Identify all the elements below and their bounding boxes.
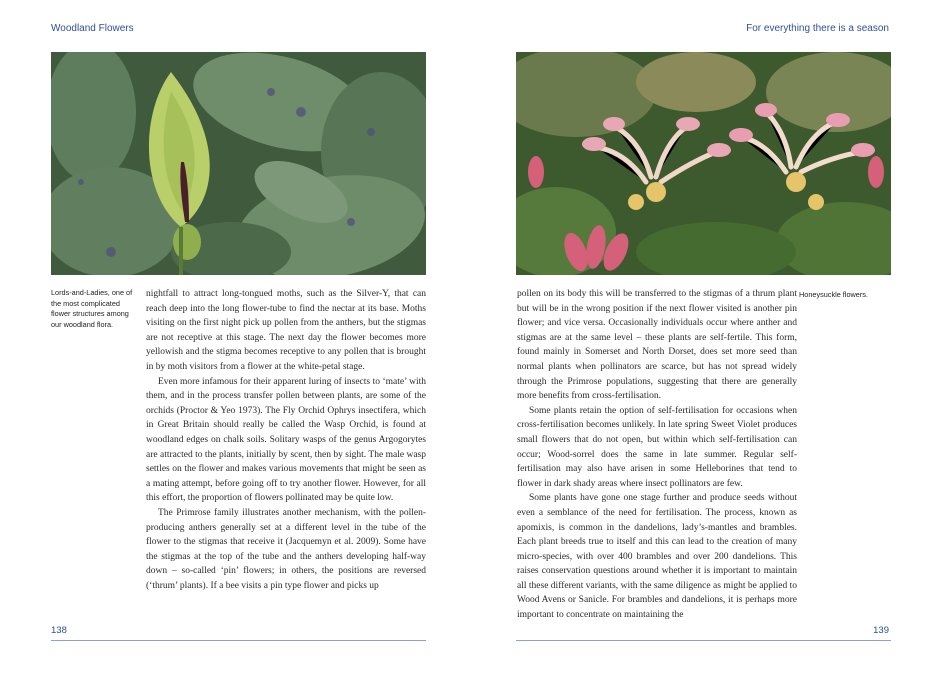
paragraph: nightfall to attract long-tongued moths, such as the Silver-Y, that can reach deep into the long flower-tube to find the nectar at its base. Moths visiting on the first night pick up pollen from the anthers, but the stigmas are not receptive at this stage. The next day the flower becomes more yellowish and the stigma becomes receptive to any pollen that is brought in by moth visitors from a flower at the white-petal stage. bbox=[146, 289, 426, 372]
honeysuckle-image bbox=[516, 52, 891, 275]
page-number: 139 bbox=[873, 625, 889, 636]
paragraph: The Primrose family illustrates another mechanism, with the pollen-producing anthers generally set at a different level in the tube of the flower to the stigmas that receive it (Jacquemyn et al. 2009). Some have the stigmas at the top of the tube and the anthers developing half-way down – so-called ‘pin’ flowers; in others, the positions are reversed (‘thrum’ plants). If a bee visits a pin type flower and picks up bbox=[146, 507, 426, 591]
footer-rule bbox=[516, 640, 891, 641]
page-number: 138 bbox=[51, 625, 67, 636]
paragraph: Even more infamous for their apparent luring of insects to ‘mate’ with them, and in the process transfer pollen between plants, are some of the orchids (Proctor & Yeo 1973). The Fly Orchid Ophrys insectifera, which in Great Britain should really be called the Wasp Orchid, is found at woodland edges on chalk soils. Solitary wasps of the genus Argogorytes are attracted to the plants, initially by scent, then by sight. The male wasp settles on the flower and makes various movements that might be seen as a mating attempt, before going off to try another flower. However, for all this effort, the proportion of flowers pollinated may be quite low. bbox=[146, 376, 426, 504]
running-head-left: Woodland Flowers bbox=[51, 23, 134, 34]
paragraph: Some plants retain the option of self-fertilisation for occasions when cross-fertilisation becomes unlikely. In late spring Sweet Violet produces small flowers that do not open, but within which self-fertilisation can occur; Wood-sorrel does the same in late summer. Regular self-fertilisation may also have arisen in some Helleborines that tend to flower in dark shady areas where insect pollinators are few. bbox=[517, 405, 797, 489]
right-page bbox=[470, 0, 940, 686]
body-text-right bbox=[517, 287, 797, 623]
body-text-left bbox=[146, 287, 426, 593]
left-page bbox=[0, 0, 470, 686]
lords-and-ladies-image bbox=[51, 52, 426, 275]
paragraph: pollen on its body this will be transferred to the stigmas of a thrum plant but will be in the wrong position if the next flower visited is another pin flower; and vice versa. Occasionally individuals occur where anther and stigmas are at the same level – these plants are self-fertile. This form, found mainly in Somerset and North Dorset, does set more seed than normal plants when pollinators are scarce, but has not spread widely through the Primrose populations, suggesting that there are generally more benefits from cross-fertilisation. bbox=[517, 289, 797, 402]
paragraph: Some plants have gone one stage further and produce seeds without even a semblance of the need for fertilisation. The process, known as apomixis, is common in the dandelions, lady’s-mantles and brambles. Each plant breeds true to itself and this can lead to the creation of many micro-species, with over 400 brambles and over 200 dandelions. This raises conservation questions around whether it is important to maintain all these different variants, with the same diligence as might be applied to Wood Avens or Sanicle. For brambles and dandelions, it is perhaps more important to concentrate on maintaining the bbox=[517, 493, 797, 621]
photo-caption: Lords-and-Ladies, one of the most complicated flower structures among our woodland flora. bbox=[51, 288, 133, 329]
running-head-right: For everything there is a season bbox=[746, 23, 889, 34]
photo-caption: Honeysuckle flowers. bbox=[799, 290, 868, 299]
footer-rule bbox=[51, 640, 426, 641]
honeysuckle-photo bbox=[516, 52, 891, 275]
lords-and-ladies-photo bbox=[51, 52, 426, 275]
